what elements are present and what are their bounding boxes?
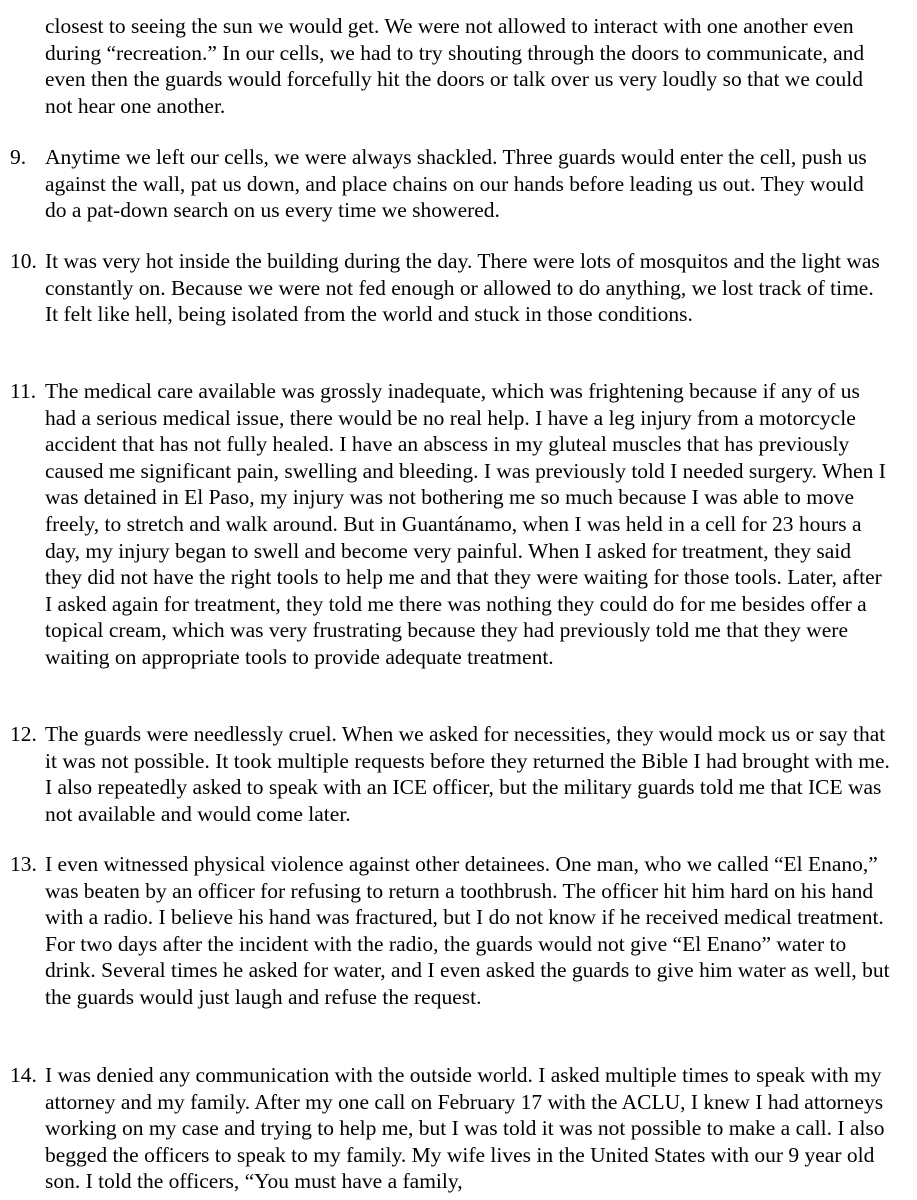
paragraph-text: It was very hot inside the building during the day. There were lots of mosquitos and the light was constantly on. Because we were not fed enough or allowed to do anything, we lost track of time. It felt like hell, being isolated from the world and stuck in those conditions.	[45, 249, 880, 327]
paragraph-12	[10, 721, 890, 827]
paragraph-10	[10, 248, 890, 328]
paragraph-text: closest to seeing the sun we would get. We were not allowed to interact with one another even during “recreation.” In our cells, we had to try shouting through the doors to communicate, and even then the guards would forcefully hit the doors or talk over us very loudly so that we could not hear one another.	[45, 14, 865, 118]
paragraph-number: 11.	[10, 379, 37, 403]
paragraph-13	[10, 851, 890, 1011]
paragraph-text: I even witnessed physical violence against other detainees. One man, who we called “El Enano,” was beaten by an officer for refusing to return a toothbrush. The officer hit him hard on his hand with a radio. I believe his hand was fractured, but I do not know if he received medical treatment. For two days after the incident with the radio, the guards would not give “El Enano” water to drink. Several times he asked for water, and I even asked the guards to give him water as well, but the guards would just laugh and refuse the request.	[45, 852, 890, 1009]
paragraph-number: 10.	[10, 249, 37, 273]
paragraph-11	[10, 378, 890, 671]
paragraph-text: Anytime we left our cells, we were always shackled. Three guards would enter the cell, push us against the wall, pat us down, and place chains on our hands before leading us out. They would do a pat-down search on us every time we showered.	[45, 145, 867, 223]
paragraph-number: 14.	[10, 1063, 37, 1087]
paragraph-number: 9.	[10, 145, 27, 169]
paragraph-number: 12.	[10, 722, 37, 746]
paragraph-text: I was denied any communication with the outside world. I asked multiple times to speak with my attorney and my family. After my one call on February 17 with the ACLU, I knew I had attorneys working on my case and trying to help me, but I was told it was not possible to make a call. I also begged the officers to speak to my family. My wife lives in the United States with our 9 year old son. I told the officers, “You must have a family,	[45, 1063, 885, 1194]
paragraph-number: 13.	[10, 852, 37, 876]
continued-paragraph	[10, 13, 890, 119]
paragraph-text: The medical care available was grossly inadequate, which was frightening because if any of us had a serious medical issue, there would be no real help. I have a leg injury from a motorcycle accident that has not fully healed. I have an abscess in my gluteal muscles that has previously caused me significant pain, swelling and bleeding. I was previously told I needed surgery. When I was detained in El Paso, my injury was not bothering me so much because I was able to move freely, to stretch and walk around. But in Guantánamo, when I was held in a cell for 23 hours a day, my injury began to swell and become very painful. When I asked for treatment, they said they did not have the right tools to help me and that they were waiting for those tools. Later, after I asked again for treatment, they told me there was nothing they could do for me besides offer a topical cream, which was very frustrating because they had previously told me that they were waiting on appropriate tools to provide adequate treatment.	[45, 379, 886, 669]
paragraph-9	[10, 144, 890, 224]
paragraph-text: The guards were needlessly cruel. When we asked for necessities, they would mock us or say that it was not possible. It took multiple requests before they returned the Bible I had brought with me. I also repeatedly asked to speak with an ICE officer, but the military guards told me that ICE was not available and would come later.	[45, 722, 890, 826]
paragraph-14	[10, 1062, 890, 1195]
